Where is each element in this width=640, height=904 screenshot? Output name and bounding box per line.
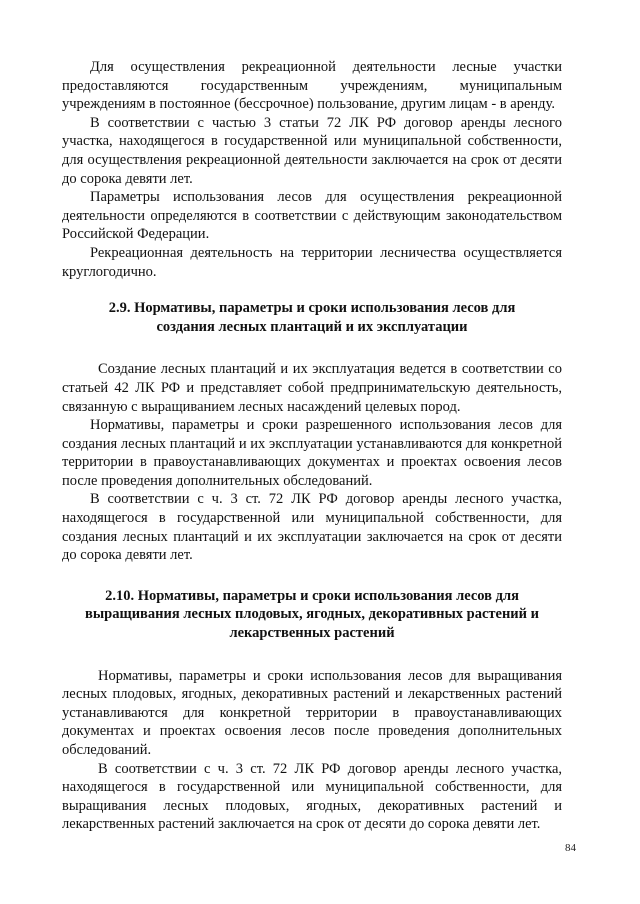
- paragraph: Нормативы, параметры и сроки использования лесов для выращивания лесных плодовых, ягодных, декоративных растений и лекарственных растений устанавливаются для конкретной территории в правоустанавливающих документах и проектах освоения лесов после проведения дополнительных обследований.: [62, 667, 562, 758]
- section-heading: [62, 299, 562, 336]
- paragraph: Рекреационная деятельность на территории лесничества осуществляется круглогодично.: [62, 244, 562, 280]
- paragraph: В соответствии с ч. 3 ст. 72 ЛК РФ договор аренды лесного участка, находящегося в государственной или муниципальной собственности, для создания лесных плантаций и их эксплуатации заключается на срок от десяти до сорока девяти лет.: [62, 491, 562, 564]
- section-heading: [62, 587, 562, 643]
- section-heading-line: 2.10. Нормативы, параметры и сроки использования лесов для: [105, 587, 519, 604]
- paragraph: В соответствии с ч. 3 ст. 72 ЛК РФ договор аренды лесного участка, находящегося в государственной или муниципальной собственности, для выращивания лесных плодовых, ягодных, декоративных растений и лекарственных растений заключается на срок от десяти до сорока девяти лет.: [62, 760, 562, 833]
- document-page: [62, 58, 562, 834]
- section-heading-line: создания лесных плантаций и их эксплуатации: [156, 318, 468, 335]
- paragraph: Параметры использования лесов для осуществления рекреационной деятельности определяются в соответствии с действующим законодательством Российской Федерации.: [62, 189, 562, 243]
- section-2-10: [62, 587, 562, 834]
- intro-section: [62, 58, 562, 281]
- section-heading-line: лекарственных растений: [229, 625, 395, 642]
- section-heading-line: 2.9. Нормативы, параметры и сроки использования лесов для: [108, 300, 516, 317]
- paragraph: В соответствии с частью 3 статьи 72 ЛК РФ договор аренды лесного участка, находящегося в государственной или муниципальной собственности, для осуществления рекреационной деятельности заключается на срок от десяти до сорока девяти лет.: [62, 114, 562, 187]
- paragraph: Нормативы, параметры и сроки разрешенного использования лесов для создания лесных плантаций и их эксплуатации устанавливаются для конкретной территории в правоустанавливающих документах и проектах освоения лесов после проведения дополнительных обследований.: [62, 417, 562, 489]
- paragraph: Для осуществления рекреационной деятельности лесные участки предоставляются государственным учреждениям, муниципальным учреждениям в постоянное (бессрочное) пользование, другим лицам - в аренду.: [62, 59, 562, 113]
- paragraph: Создание лесных плантаций и их эксплуатация ведется в соответствии со статьей 42 ЛК РФ и представляет собой предпринимательскую деятельность, связанную с выращиванием лесных насаждений целевых пород.: [62, 361, 562, 415]
- section-heading-line: выращивания лесных плодовых, ягодных, декоративных растений и: [85, 606, 539, 623]
- page-number: 84: [565, 842, 576, 854]
- section-2-9: [62, 299, 562, 565]
